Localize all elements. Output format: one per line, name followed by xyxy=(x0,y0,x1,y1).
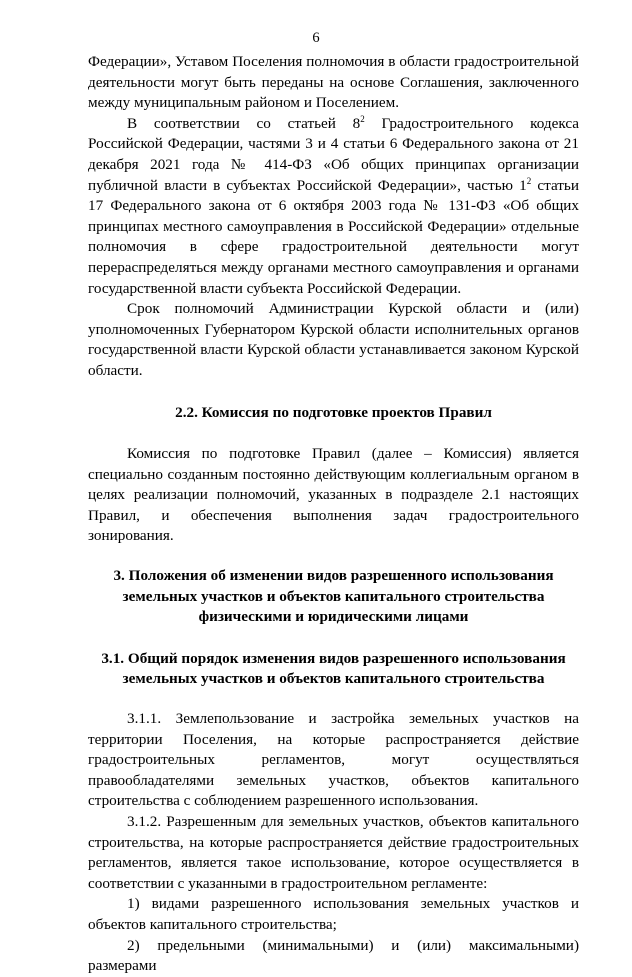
paragraph-text: В соответствии со статьей 8 xyxy=(127,114,361,132)
list-item: 1) видами разрешенного использования земельных участков и объектов капитального строительства; xyxy=(88,895,579,933)
superscript: 2 xyxy=(360,113,365,124)
list-item: 2) предельными (минимальными) и (или) максимальными) размерами xyxy=(88,936,579,975)
paragraph: 3.1.2. Разрешенным для земельных участков, объектов капитального строительства, на которые распространяется действие градостроительных регламентов, является такое использование, которое осуществляется в соответствии с указанными в градостроительном регламенте: xyxy=(88,813,579,892)
subsection-heading: 3.1. Общий порядок изменения видов разрешенного использования земельных участков и объектов капитального строительства xyxy=(101,649,566,688)
superscript: 2 xyxy=(526,175,532,186)
paragraph: 3.1.1. Землепользование и застройка земельных участков на территории Поселения, на которые распространяется действие градостроительных регламентов, могут осуществляться правообладателями земельных участков, объектов капитального строительства с соблюдением разрешенного использования. xyxy=(88,710,579,810)
section-heading: 2.2. Комиссия по подготовке проектов Правил xyxy=(175,403,492,421)
paragraph-text: Градостроительного кодекса Российской Федерации, частями 3 и 4 статьи 6 Федерального закона от 21 декабря 2021 года № 414-ФЗ «Об общих принципах организации публичной власти в субъектах Российской Федерации», частью 1 xyxy=(88,114,579,194)
paragraph-text: статьи 17 Федерального закона от 6 октября 2003 года № 131-ФЗ «Об общих принципах местного самоуправления в Российской Федерации» отдельные полномочия в сфере градостроительной деятельности могут перераспределяться между органами местного самоуправления и органами государственной власти субъекта Российской Федерации. xyxy=(88,176,579,297)
page-number: 6 xyxy=(312,30,320,46)
paragraph xyxy=(88,114,579,299)
page-body xyxy=(88,52,579,977)
paragraph: Комиссия по подготовке Правил (далее – Комиссия) является специально созданным постоянно действующим коллегиальным органом в целях реализации полномочий, указанных в подразделе 2.1 настоящих Правил, и обеспечения выполнения задач градостроительного зонирования. xyxy=(88,445,579,545)
paragraph: Срок полномочий Администрации Курской области и (или) уполномоченных Губернатором Курской области исполнительных органов государственной власти Курской области устанавливается законом Курской области. xyxy=(88,300,579,379)
paragraph: Федерации», Уставом Поселения полномочия в области градостроительной деятельности могут быть переданы на основе Соглашения, заключенного между муниципальным районом и Поселением. xyxy=(88,53,579,112)
section-heading: 3. Положения об изменении видов разрешенного использования земельных участков и объектов капитального строительства физическими и юридическими лицами xyxy=(113,567,554,626)
